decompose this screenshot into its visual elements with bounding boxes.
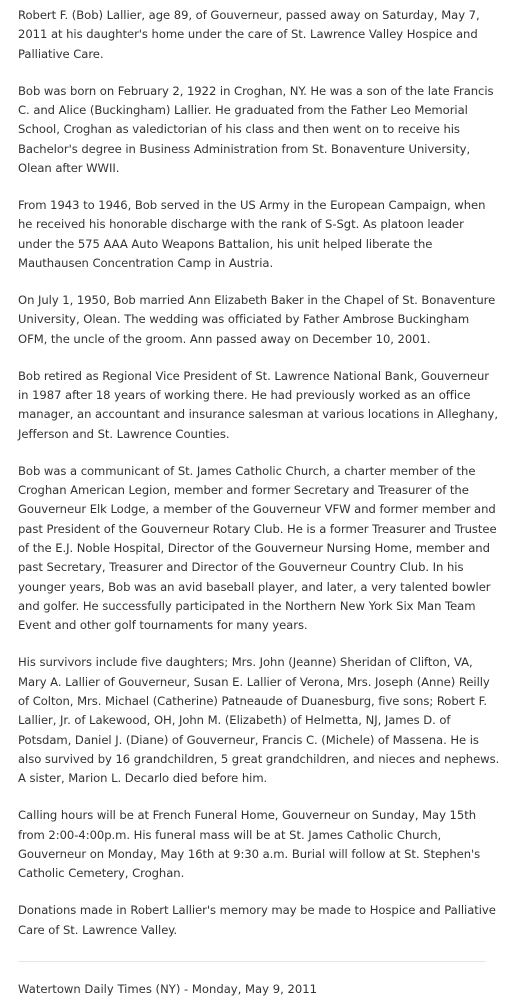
paragraph-military-service: From 1943 to 1946, Bob served in the US Army in the European Campaign, when he received his honorable discharge with the rank of S-Sgt. As platoon leader under the 575 AAA Auto Weapons Battalion, his unit helped liberate the Mauthausen Concentration Camp in Austria. — [18, 197, 486, 270]
footer-divider — [18, 961, 486, 962]
paragraph-marriage: On July 1, 1950, Bob married Ann Elizabeth Baker in the Chapel of St. Bonaventure University, Olean. The wedding was officiated by Father Ambrose Buckingham OFM, the uncle of the groom. Ann passed away on December 10, 2001. — [18, 292, 496, 346]
paragraph-career: Bob retired as Regional Vice President of St. Lawrence National Bank, Gouverneur in 1987 after 18 years of working there. He had previously worked as an office manager, an accountant and insurance salesman at various locations in Alleghany, Jefferson and St. Lawrence Counties. — [18, 368, 498, 441]
paragraph-community: Bob was a communicant of St. James Catholic Church, a charter member of the Croghan American Legion, member and former Secretary and Treasurer of the Gouverneur Elk Lodge, a member of the Gouverneur VFW and former member and past President of the Gouverneur Rotary Club. He is a former Treasurer and Trustee of the E.J. Noble Hospital, Director of the Gouverneur Nursing Home, member and past Secretary, Treasurer and Director of the Gouverneur Country Club. In his younger years, Bob was an avid baseball player, and later, a very talented bowler and golfer. He successfully participated in the Northern New York Six Man Team Event and other golf tournaments for many years. — [18, 463, 497, 633]
obituary-article — [18, 6, 500, 957]
source-attribution: Watertown Daily Times (NY) - Monday, May 9, 2011 — [18, 982, 317, 996]
paragraph-services: Calling hours will be at French Funeral Home, Gouverneur on Sunday, May 15th from 2:00-4:00p.m. His funeral mass will be at St. James Catholic Church, Gouverneur on Monday, May 16th at 9:30 a.m. Burial will follow at St. Stephen's Catholic Cemetery, Croghan. — [18, 808, 481, 881]
paragraph-donations: Donations made in Robert Lallier's memory may be made to Hospice and Palliative Care of St. Lawrence Valley. — [18, 903, 496, 937]
paragraph-death-notice: Robert F. (Bob) Lallier, age 89, of Gouverneur, passed away on Saturday, May 7, 2011 at his daughter's home under the care of St. Lawrence Valley Hospice and Palliative Care. — [18, 8, 480, 61]
paragraph-early-life: Bob was born on February 2, 1922 in Croghan, NY. He was a son of the late Francis C. and Alice (Buckingham) Lallier. He graduated from the Father Leo Memorial School, Croghan as valedictorian of his class and then went on to receive his Bachelor's degree in Business Administration from St. Bonaventure University, Olean after WWII. — [18, 83, 494, 175]
paragraph-survivors: His survivors include five daughters; Mrs. John (Jeanne) Sheridan of Clifton, VA, Mary A. Lallier of Gouverneur, Susan E. Lallier of Verona, Mrs. Joseph (Anne) Reilly of Colton, Mrs. Michael (Catherine) Patneaude of Duanesburg, five sons; Robert F. Lallier, Jr. of Lakewood, OH, John M. (Elizabeth) of Helmetta, NJ, James D. of Potsdam, Daniel J. (Diane) of Gouverneur, Francis C. (Michele) of Massena. He is also survived by 16 grandchildren, 5 great grandchildren, and nieces and nephews. A sister, Marion L. Decarlo died before him. — [18, 655, 500, 786]
